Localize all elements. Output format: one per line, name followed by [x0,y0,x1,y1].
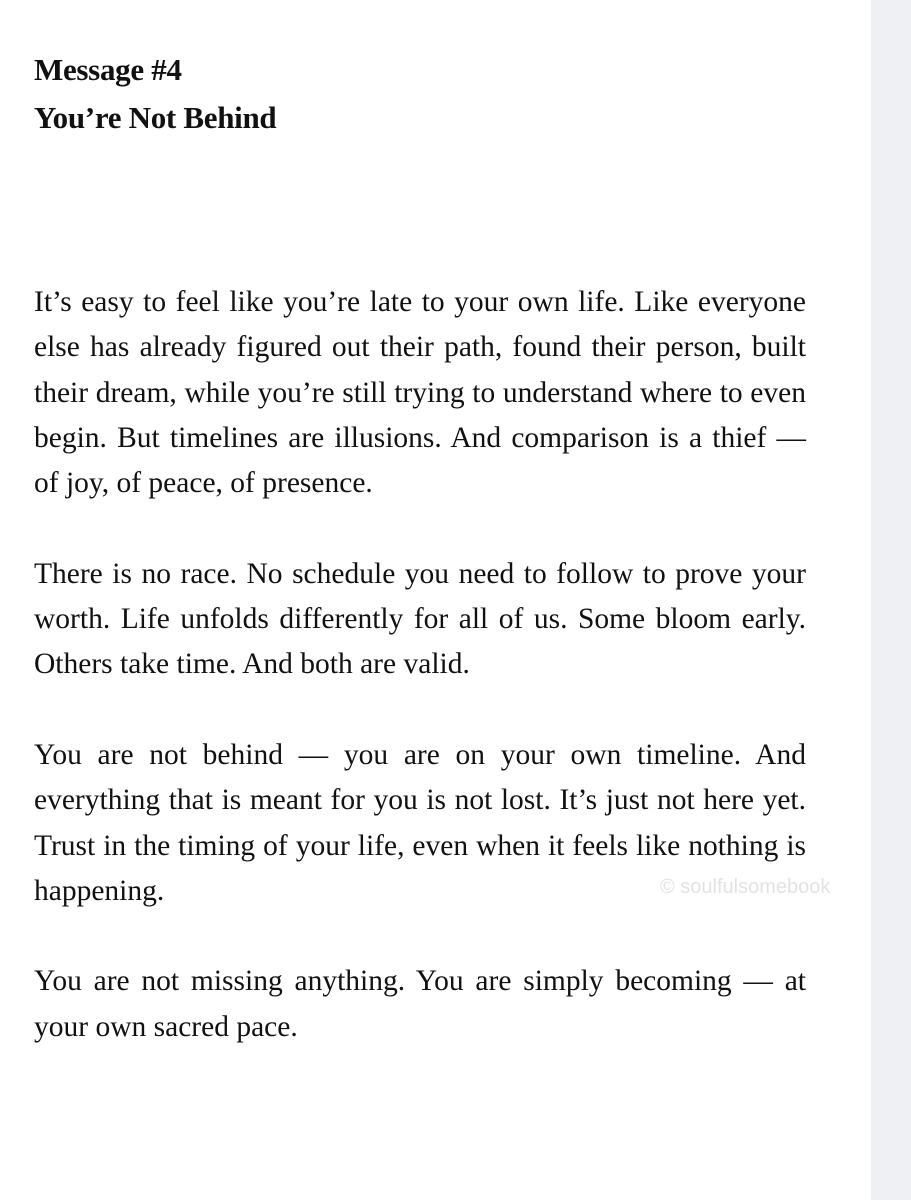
message-body [34,280,806,1050]
document-content [34,0,806,1095]
watermark: © soulfulsomebook [660,876,831,898]
message-number: Message #4 [34,52,182,87]
paragraph-2: There is no race. No schedule you need to follow to prove your worth. Life unfolds differently for all of us. Some bloom early. Others take time. And both are valid. [34,557,806,681]
message-title: You’re Not Behind [34,100,277,135]
side-scroll-strip [871,0,911,1200]
paragraph-4: You are not missing anything. You are simply becoming — at your own sacred pace. [34,965,806,1043]
paragraph-3: You are not behind — you are on your own timeline. And everything that is meant for you is not lost. It’s just not here yet. Trust in the timing of your life, even when it feels like nothing is happening. [34,738,806,907]
page-title [34,46,806,142]
paragraph-1: It’s easy to feel like you’re late to your own life. Like everyone else has already figured out their path, found their person, built their dream, while you’re still trying to understand where to even begin. But timelines are illusions. And comparison is a thief — of joy, of peace, of presence. [34,286,806,500]
